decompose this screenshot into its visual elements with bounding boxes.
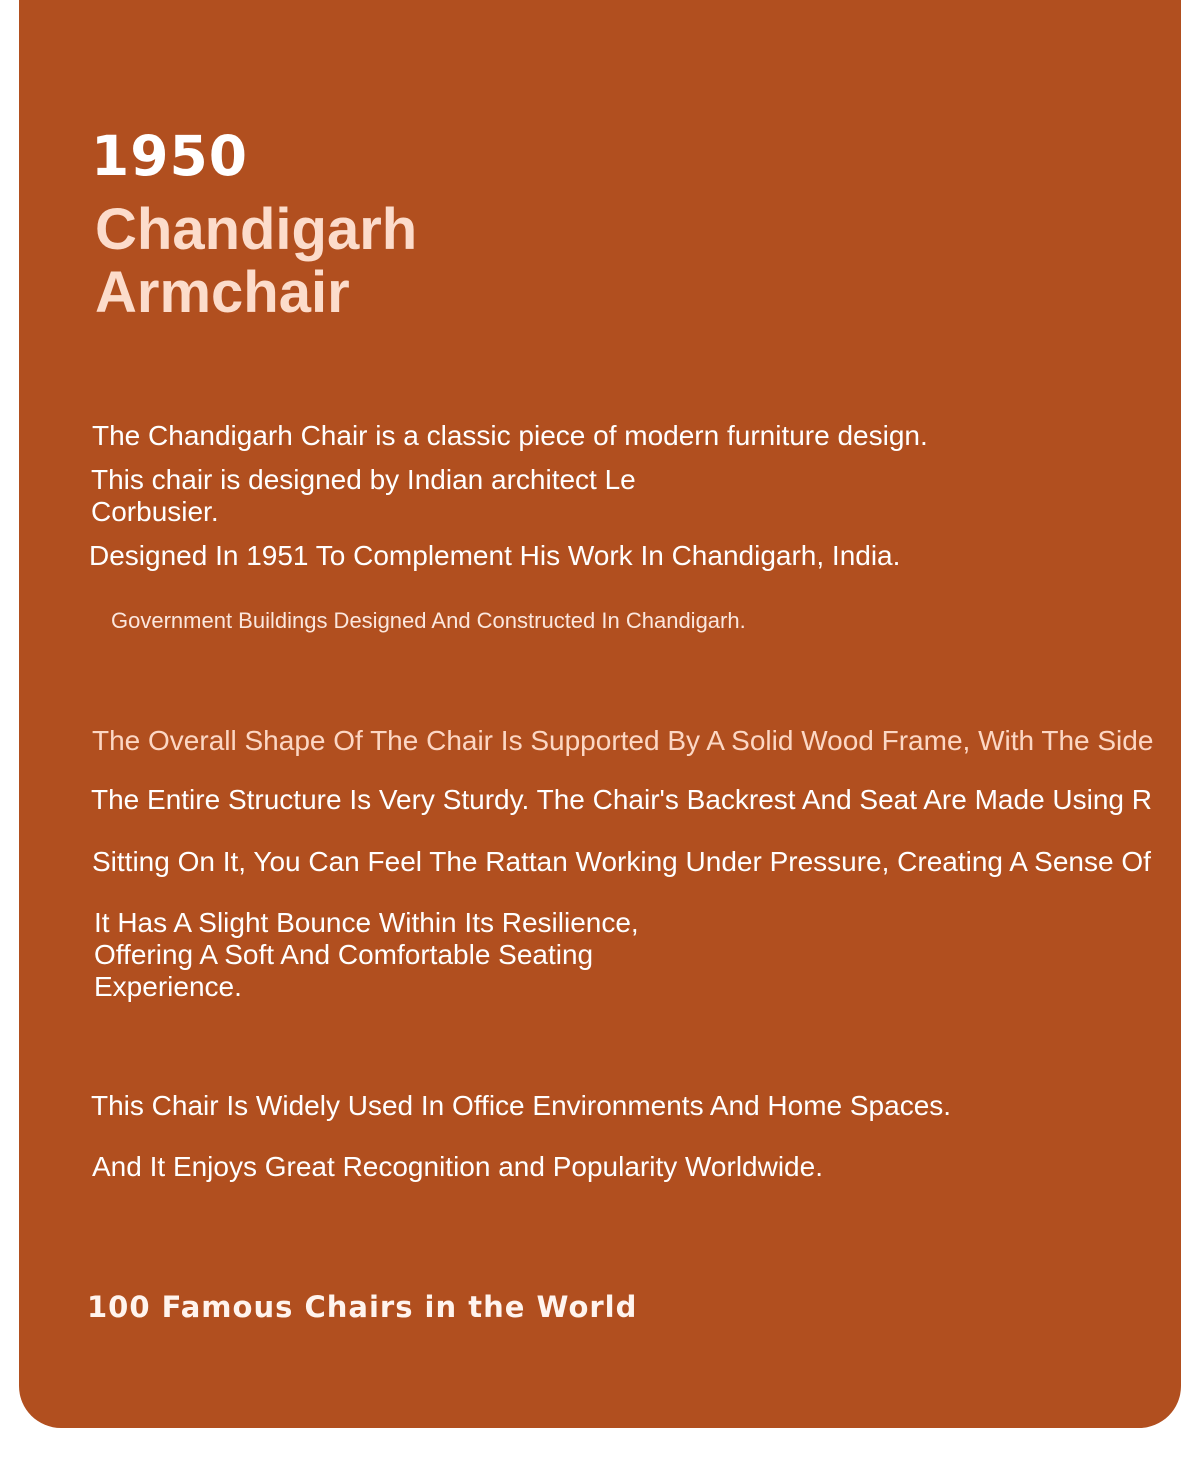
intro-line-2b: Corbusier. [91, 496, 219, 527]
description-line-3: Sitting On It, You Can Feel The Rattan Working Under Pressure, Creating A Sense Of [92, 846, 1151, 877]
intro-line-2a: This chair is designed by Indian architect Le [91, 464, 636, 495]
description-line-4a: It Has A Slight Bounce Within Its Resilience, [94, 907, 639, 938]
description-line-1: The Overall Shape Of The Chair Is Supported By A Solid Wood Frame, With The Side [92, 725, 1154, 756]
chair-title-line2: Armchair [95, 260, 350, 325]
series-footer: 100 Famous Chairs in the World [87, 1290, 638, 1324]
usage-line-1: This Chair Is Widely Used In Office Environments And Home Spaces. [91, 1090, 952, 1121]
year-heading: 1950 [91, 124, 249, 188]
chair-title-line1: Chandigarh [95, 197, 418, 262]
chair-info-card [19, 0, 1181, 1428]
description-line-2: The Entire Structure Is Very Sturdy. The Chair's Backrest And Seat Are Made Using R [91, 784, 1153, 815]
intro-line-3: Designed In 1951 To Complement His Work In Chandigarh, India. [89, 540, 901, 571]
description-line-4 [94, 907, 639, 1003]
chair-title [95, 198, 417, 324]
usage-line-2: And It Enjoys Great Recognition and Popularity Worldwide. [92, 1151, 823, 1182]
description-line-4c: Experience. [94, 971, 242, 1002]
description-line-4b: Offering A Soft And Comfortable Seating [94, 939, 594, 970]
intro-line-2 [91, 464, 636, 528]
intro-line-1: The Chandigarh Chair is a classic piece of modern furniture design. [92, 420, 928, 451]
intro-line-4: Government Buildings Designed And Constructed In Chandigarh. [111, 608, 746, 633]
